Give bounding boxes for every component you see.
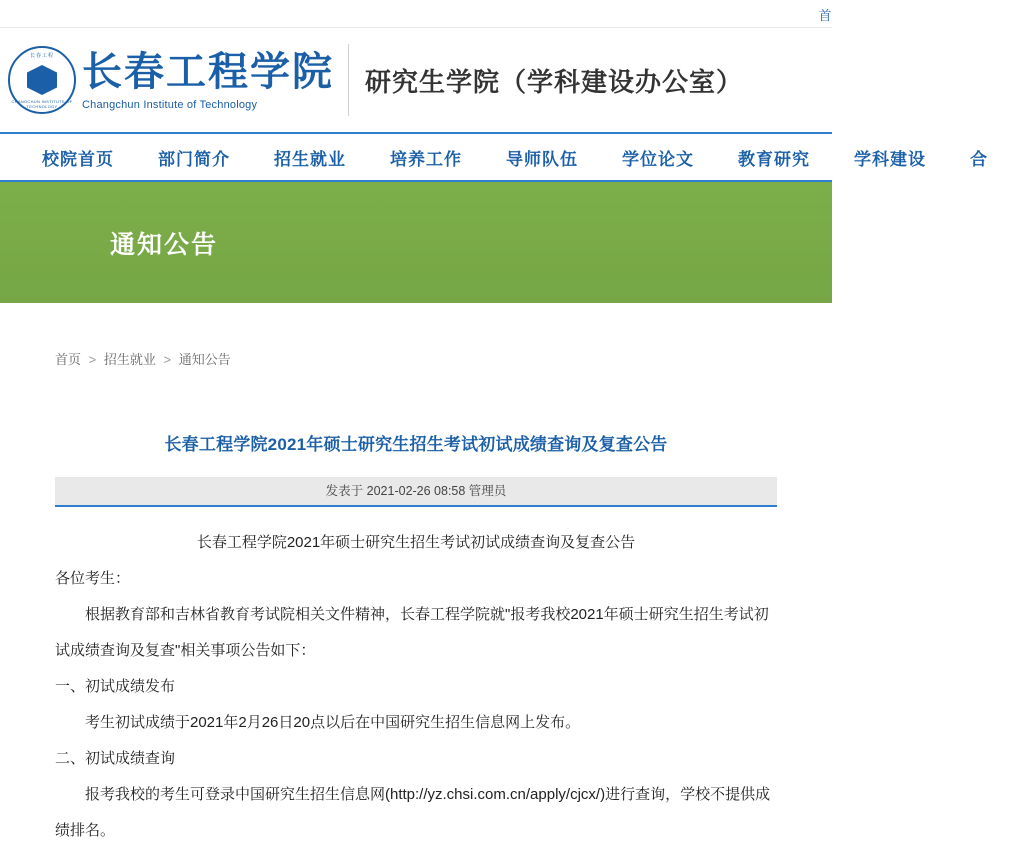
article-title: 长春工程学院2021年硕士研究生招生考试初试成绩查询及复查公告 <box>164 435 668 454</box>
article-paragraph-1: 各位考生： <box>55 570 131 587</box>
nav-item-5[interactable]: 学位论文 <box>622 149 694 169</box>
wordmark-cn: 长春工程学院 <box>82 49 334 94</box>
seal-cube-shape <box>27 65 57 95</box>
page-title: 通知公告 <box>110 230 219 259</box>
article-body <box>55 525 777 849</box>
seal-top-text: 长春工程 <box>29 53 54 59</box>
top-bar <box>0 0 832 28</box>
department-title: 研究生学院（学科建设办公室） <box>365 66 744 97</box>
nav-item-1[interactable]: 部门简介 <box>158 149 230 169</box>
breadcrumb-item-0[interactable]: 首页 <box>55 352 82 367</box>
site-logo[interactable] <box>8 44 365 116</box>
article-paragraph-2: 根据教育部和吉林省教育考试院相关文件精神，长春工程学院就"报考我校2021年硕士研究生招生考试初试成绩查询及复查"相关事项公告如下： <box>55 606 769 659</box>
site-header <box>0 28 832 132</box>
nav-item-0[interactable]: 校院首页 <box>42 149 114 169</box>
top-bar-home-link[interactable]: 首 <box>818 8 832 23</box>
article-paragraph-3: 一、初试成绩发布 <box>55 678 176 695</box>
nav-item-7[interactable]: 学科建设 <box>854 149 926 169</box>
nav-item-4[interactable]: 导师队伍 <box>506 149 578 169</box>
breadcrumb-item-1[interactable]: 招生就业 <box>103 352 156 367</box>
nav-item-8[interactable]: 合 <box>970 149 988 169</box>
article-paragraph-0: 长春工程学院2021年硕士研究生招生考试初试成绩查询及复查公告 <box>196 534 636 551</box>
breadcrumb <box>55 349 832 368</box>
article-paragraph-6: 报考我校的考生可登录中国研究生招生信息网(http://yz.chsi.com.cn/apply/cjcx/)进行查询，学校不提供成绩排名。 <box>55 786 771 839</box>
main-nav <box>0 132 988 182</box>
article-paragraph-5: 二、初试成绩查询 <box>55 750 176 767</box>
wordmark-en: Changchun Institute of Technology <box>82 99 258 111</box>
nav-item-2[interactable]: 招生就业 <box>274 149 346 169</box>
breadcrumb-separator-1: > <box>163 352 172 367</box>
article-paragraph-4: 考生初试成绩于2021年2月26日20点以后在中国研究生招生信息网上发布。 <box>85 714 581 731</box>
university-seal-icon <box>8 46 76 114</box>
page-banner <box>0 182 832 303</box>
nav-item-6[interactable]: 教育研究 <box>738 149 810 169</box>
seal-bottom-text: CHANGCHUN INSTITUTE OF TECHNOLOGY <box>11 99 73 109</box>
article <box>55 430 777 849</box>
wordmark <box>82 44 349 116</box>
article-meta: 发表于 2021-02-26 08:58 管理员 <box>55 477 777 507</box>
nav-item-3[interactable]: 培养工作 <box>390 149 462 169</box>
breadcrumb-item-2[interactable]: 通知公告 <box>178 352 231 367</box>
breadcrumb-separator-0: > <box>88 352 97 367</box>
